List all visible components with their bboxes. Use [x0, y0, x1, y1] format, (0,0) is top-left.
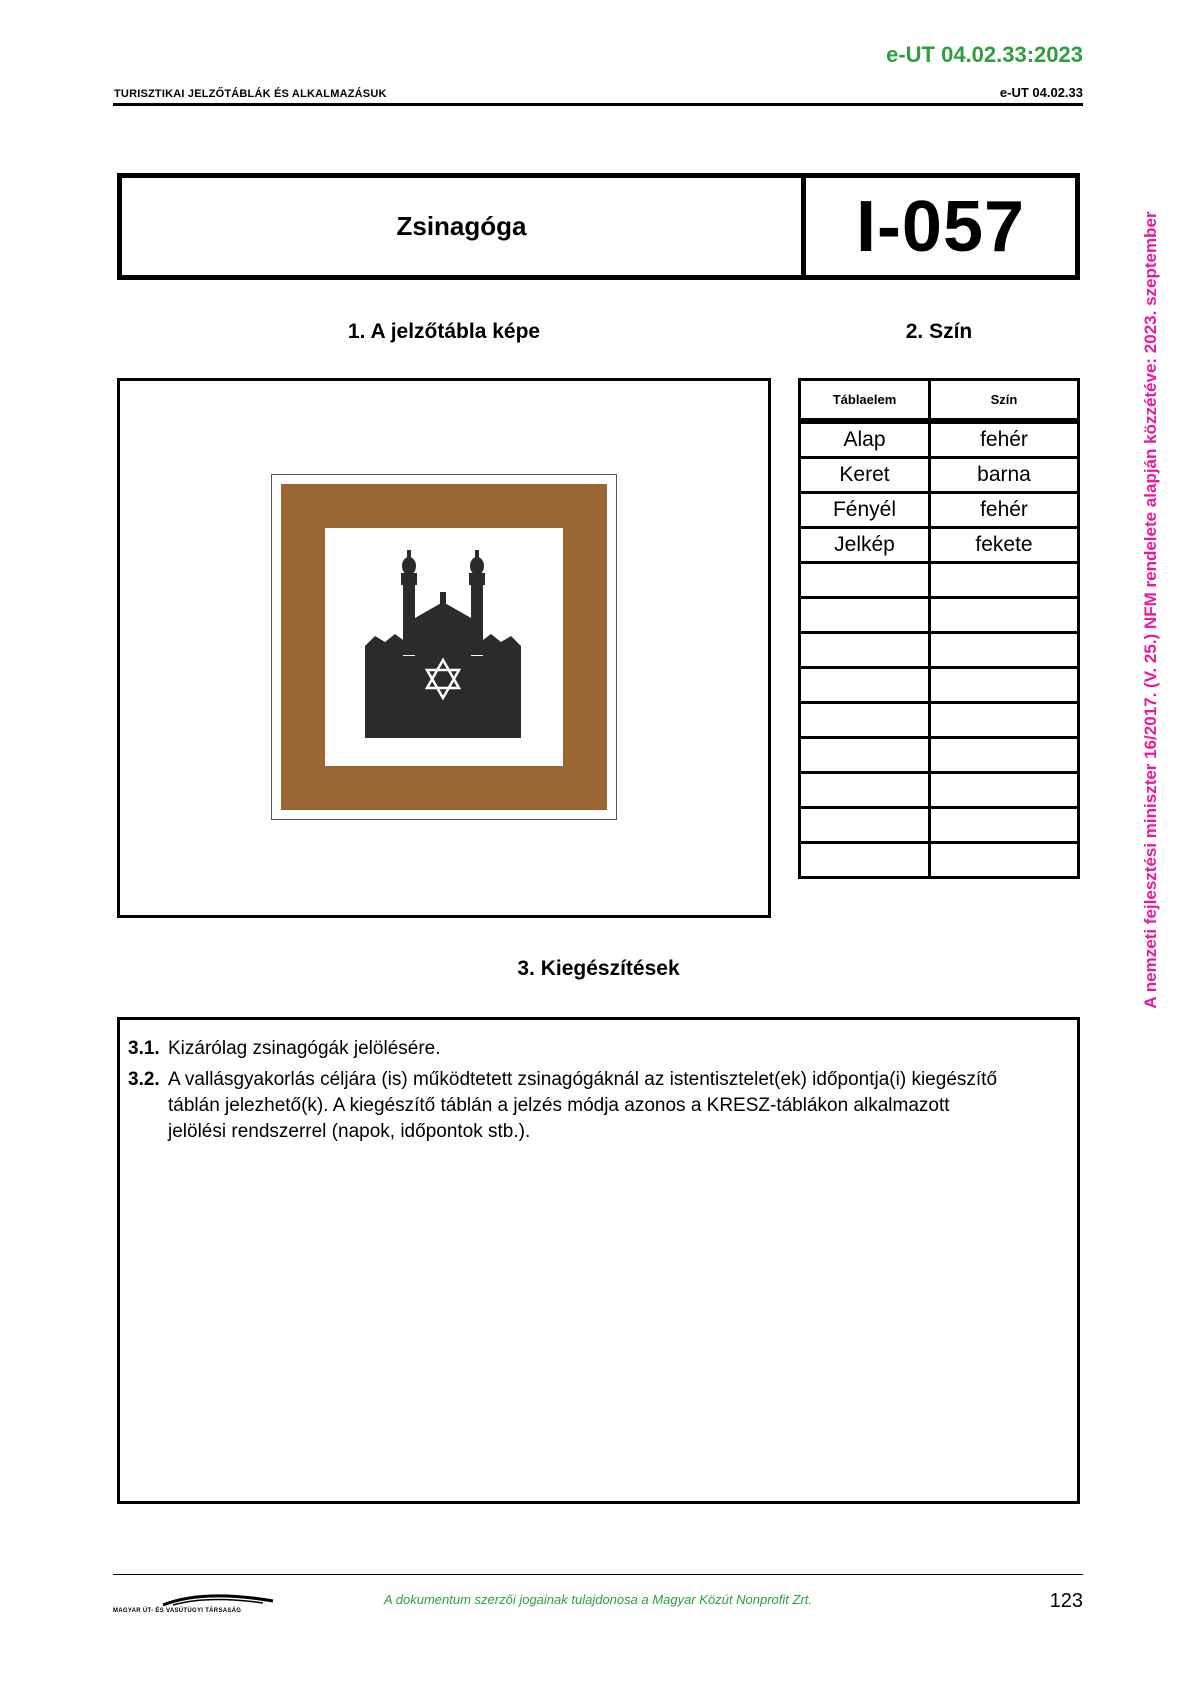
empty-cell [930, 773, 1079, 808]
synagogue-icon [325, 528, 561, 764]
color-section-heading: 2. Szín [905, 320, 973, 343]
row-color: fekete [930, 528, 1079, 563]
row-element: Fényél [800, 493, 930, 528]
header-color: Szín [930, 380, 1079, 422]
table-row-empty [800, 563, 1079, 598]
table-row [800, 421, 1079, 458]
table-row [800, 493, 1079, 528]
table-row-empty [800, 808, 1079, 843]
row-element: Keret [800, 458, 930, 493]
running-code: e-UT 04.02.33 [999, 85, 1083, 100]
empty-cell [930, 843, 1079, 878]
empty-cell [800, 808, 930, 843]
note-number: 3.1. [128, 1038, 160, 1059]
empty-cell [930, 668, 1079, 703]
header-element: Táblaelem [800, 380, 930, 422]
empty-cell [930, 703, 1079, 738]
empty-cell [800, 738, 930, 773]
table-row-empty [800, 843, 1079, 878]
empty-cell [800, 633, 930, 668]
empty-cell [930, 808, 1079, 843]
table-row-empty [800, 668, 1079, 703]
empty-cell [930, 563, 1079, 598]
empty-cell [930, 738, 1079, 773]
note-number: 3.2. [128, 1069, 160, 1090]
copyright-notice: A dokumentum szerzői jogainak tulajdonosa a Magyar Közút Nonprofit Zrt. [383, 1592, 812, 1607]
row-color: barna [930, 458, 1079, 493]
note-item [128, 1036, 1069, 1062]
empty-cell [930, 598, 1079, 633]
document-code: e-UT 04.02.33:2023 [886, 42, 1083, 67]
sign-code: I-057 [855, 186, 1026, 267]
notes-box [117, 1017, 1080, 1504]
note-item [128, 1067, 1069, 1145]
empty-cell [800, 843, 930, 878]
empty-cell [800, 773, 930, 808]
table-row-empty [800, 738, 1079, 773]
empty-cell [930, 633, 1079, 668]
title-box [117, 173, 1080, 280]
notes-section-heading: 3. Kiegészítések [517, 957, 680, 980]
empty-cell [800, 668, 930, 703]
sign-name: Zsinagóga [122, 178, 806, 275]
sign-image-box [117, 378, 771, 918]
empty-cell [800, 563, 930, 598]
table-row-empty [800, 598, 1079, 633]
publication-note: A nemzeti fejlesztési miniszter 16/2017. (V. 25.) NFM rendelete alapján közzétéve: 2023. szeptember [1141, 211, 1160, 1009]
page-number: 123 [1049, 1590, 1083, 1612]
empty-cell [800, 703, 930, 738]
row-color: fehér [930, 421, 1079, 458]
table-row-empty [800, 633, 1079, 668]
empty-cell [800, 598, 930, 633]
row-color: fehér [930, 493, 1079, 528]
header-divider [113, 103, 1083, 106]
note-text: A vallásgyakorlás céljára (is) működtetett zsinagógáknál az istentisztelet(ek) időpontja(i) kiegészítő táblán jelezhető(k). A kiegészítő táblán a jelzés módja azonos a KRESZ-táblákon alkalmazott jelölési rendszerrel (napok, időpontok stb.). [168, 1069, 998, 1142]
row-element: Alap [800, 421, 930, 458]
note-text: Kizárólag zsinagógák jelölésére. [168, 1038, 441, 1059]
table-row [800, 458, 1079, 493]
row-element: Jelkép [800, 528, 930, 563]
color-table-header [800, 380, 1079, 422]
running-title: TURISZTIKAI JELZŐTÁBLÁK ÉS ALKALMAZÁSUK [114, 88, 387, 100]
image-section-heading: 1. A jelzőtábla képe [347, 320, 541, 343]
sign-brown-frame [281, 484, 607, 810]
table-row-empty [800, 773, 1079, 808]
table-row [800, 528, 1079, 563]
sign-plate [271, 474, 617, 820]
sign-white-field [325, 528, 563, 766]
logo-text: MAGYAR ÚT- ÉS VASÚTÜGYI TÁRSASÁG [113, 1608, 242, 1614]
table-row-empty [800, 703, 1079, 738]
footer-divider [113, 1574, 1083, 1575]
color-table [798, 378, 1080, 879]
